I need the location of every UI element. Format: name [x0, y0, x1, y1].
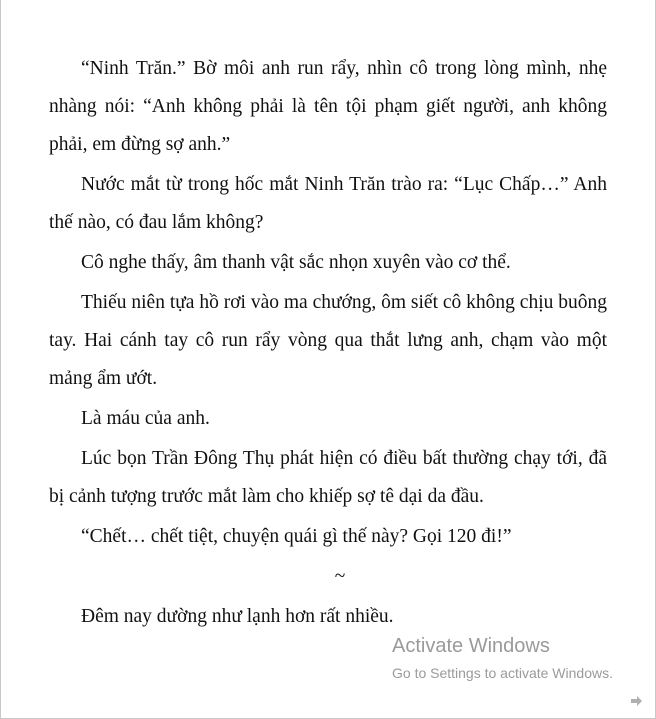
- paragraph: Là máu của anh.: [81, 408, 210, 429]
- section-separator: ~: [334, 566, 346, 587]
- watermark-title: Activate Windows: [392, 635, 550, 657]
- activation-watermark: [392, 633, 613, 683]
- paragraph: Thiếu niên tựa hồ rơi vào ma chướng, ôm siết cô không chịu buông tay. Hai cánh tay cô run rẩy vòng qua thắt lưng anh, chạm vào một mảng ẩm ướt.: [49, 292, 607, 389]
- paragraph: “Chết… chết tiệt, chuyện quái gì thế này? Gọi 120 đi!”: [81, 526, 512, 547]
- paragraph: “Ninh Trăn.” Bờ môi anh run rẩy, nhìn cô trong lòng mình, nhẹ nhàng nói: “Anh không phải là tên tội phạm giết người, anh không phải, em đừng sợ anh.”: [49, 58, 607, 155]
- paragraph: Đêm nay dường như lạnh hơn rất nhiều.: [81, 606, 394, 627]
- watermark-subtitle: Go to Settings to activate Windows.: [392, 665, 613, 681]
- paragraph: Cô nghe thấy, âm thanh vật sắc nhọn xuyên vào cơ thể.: [81, 252, 511, 273]
- paragraph: Nước mắt từ trong hốc mắt Ninh Trăn trào ra: “Lục Chấp…” Anh thế nào, có đau lắm không?: [49, 174, 607, 233]
- scroll-arrow-icon[interactable]: [629, 694, 643, 708]
- document-body: [49, 50, 607, 638]
- paragraph: Lúc bọn Trần Đông Thụ phát hiện có điều bất thường chạy tới, đã bị cảnh tượng trước mắt làm cho khiếp sợ tê dại da đầu.: [49, 448, 607, 507]
